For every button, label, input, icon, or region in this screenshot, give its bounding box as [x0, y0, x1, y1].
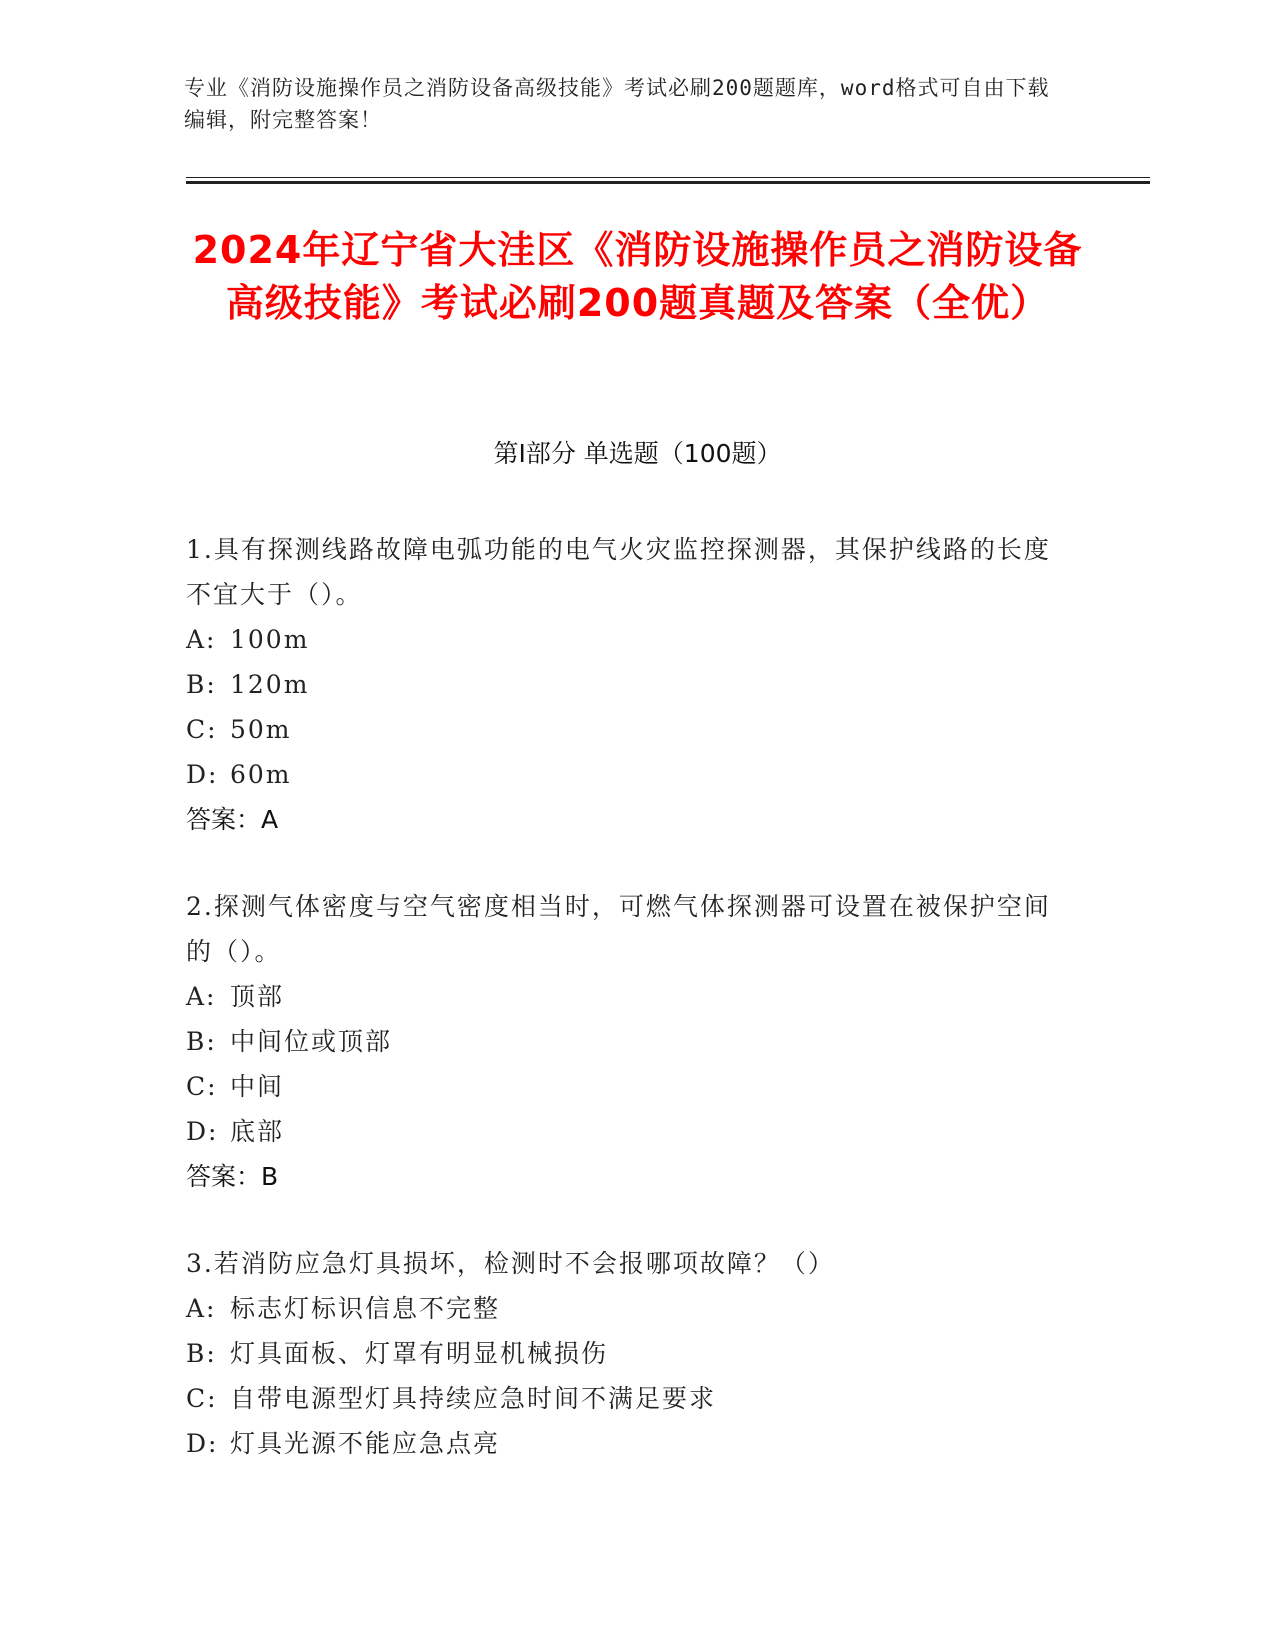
option-letter: B: [186, 670, 217, 699]
question-stem: 3.若消防应急灯具损坏，检测时不会报哪项故障？（） [186, 1249, 835, 1278]
option-a [186, 617, 1056, 662]
question-2 [186, 884, 1056, 1199]
answer-value: A [261, 805, 279, 834]
option-d [186, 1109, 1056, 1154]
answer-label: 答案： [186, 805, 262, 834]
option-letter: C: [186, 715, 218, 744]
option-text: 120m [230, 670, 310, 699]
answer-value: B [261, 1162, 279, 1191]
option-text: 中间位或顶部 [230, 1027, 393, 1056]
question-stem: 1.具有探测线路故障电弧功能的电气火灾监控探测器，其保护线路的长度不宜大于（）。 [186, 535, 1051, 609]
answer-label: 答案： [186, 1162, 262, 1191]
question-3 [186, 1241, 1056, 1466]
option-text: 底部 [230, 1117, 285, 1146]
option-letter: D: [186, 1117, 219, 1146]
option-letter: D: [186, 1429, 219, 1458]
option-c [186, 1376, 1056, 1421]
question-1 [186, 527, 1056, 842]
option-text: 顶部 [230, 982, 285, 1011]
option-letter: C: [186, 1072, 218, 1101]
option-letter: A: [186, 1294, 217, 1323]
header-divider-thin [186, 177, 1150, 178]
option-text: 灯具面板、灯罩有明显机械损伤 [230, 1339, 609, 1368]
header-divider-thick [186, 181, 1150, 184]
option-text: 50m [230, 715, 292, 744]
option-d [186, 1421, 1056, 1466]
option-b [186, 1019, 1056, 1064]
option-text: 100m [230, 625, 310, 654]
option-d [186, 752, 1056, 797]
option-text: 标志灯标识信息不完整 [230, 1294, 501, 1323]
option-letter: B: [186, 1339, 217, 1368]
option-b [186, 1331, 1056, 1376]
option-text: 60m [230, 760, 292, 789]
option-c [186, 1064, 1056, 1109]
option-letter: C: [186, 1384, 218, 1413]
option-letter: B: [186, 1027, 217, 1056]
header-note: 专业《消防设施操作员之消防设备高级技能》考试必刷200题题库，word格式可自由下载编辑，附完整答案！ [184, 76, 1050, 132]
answer-line [186, 1154, 1056, 1199]
option-letter: A: [186, 625, 217, 654]
option-letter: D: [186, 760, 219, 789]
option-a [186, 1286, 1056, 1331]
option-text: 灯具光源不能应急点亮 [230, 1429, 501, 1458]
option-text: 中间 [230, 1072, 285, 1101]
question-list [186, 527, 1056, 1508]
option-text: 自带电源型灯具持续应急时间不满足要求 [230, 1384, 717, 1413]
option-c [186, 707, 1056, 752]
answer-line [186, 797, 1056, 842]
option-a [186, 974, 1056, 1019]
option-letter: A: [186, 982, 217, 1011]
document-title: 2024年辽宁省大洼区《消防设施操作员之消防设备高级技能》考试必刷200题真题及答案（全优） [192, 228, 1083, 325]
option-b [186, 662, 1056, 707]
question-stem: 2.探测气体密度与空气密度相当时，可燃气体探测器可设置在被保护空间的（）。 [186, 892, 1051, 966]
section-title: 第Ⅰ部分 单选题（100题） [493, 439, 782, 468]
